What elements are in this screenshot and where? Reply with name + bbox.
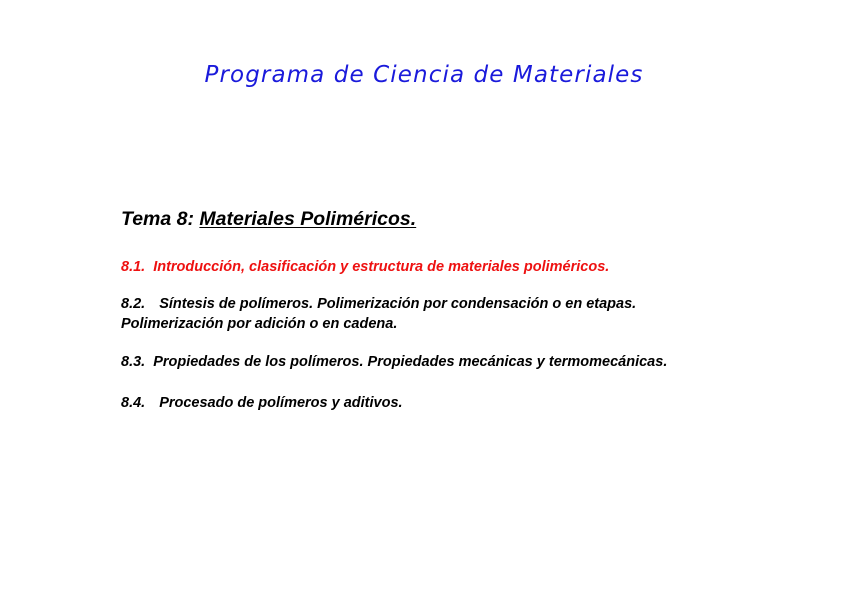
section-8-3 [121, 352, 667, 372]
section-text: Introducción, clasificación y estructura de materiales poliméricos. [153, 259, 610, 275]
topic-heading [121, 208, 416, 231]
slide-title: Programa de Ciencia de Materiales [204, 62, 644, 88]
section-8-1 [121, 257, 609, 277]
section-text-continued: Polimerización por adición o en cadena. [121, 316, 398, 332]
section-number: 8.4. [121, 395, 146, 411]
section-text: Procesado de polímeros y aditivos. [159, 395, 403, 411]
section-number: 8.1. [121, 259, 146, 275]
section-8-4 [121, 393, 403, 413]
section-number: 8.3. [121, 354, 146, 370]
section-text: Síntesis de polímeros. Polimerización por condensación o en etapas. [159, 296, 637, 312]
section-number: 8.2. [121, 296, 146, 312]
topic-prefix: Tema 8: [121, 208, 194, 230]
section-8-2 [121, 294, 636, 334]
topic-name: Materiales Poliméricos. [199, 208, 417, 230]
section-text: Propiedades de los polímeros. Propiedades mecánicas y termomecánicas. [153, 354, 668, 370]
